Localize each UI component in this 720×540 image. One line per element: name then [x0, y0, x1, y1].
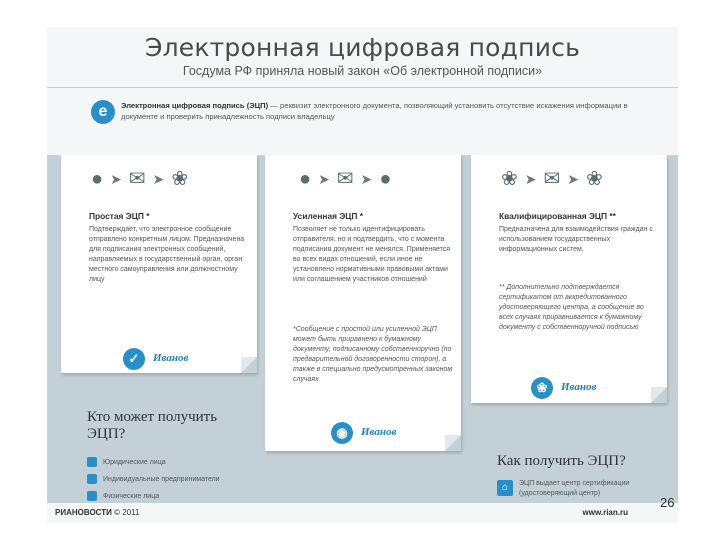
definition-abbr: (ЭЦП): [246, 101, 269, 110]
definition-term: Электронная цифровая подпись: [121, 101, 245, 110]
page-curl: [445, 435, 461, 451]
who-item: [87, 474, 220, 484]
definition: [121, 100, 641, 122]
page-curl: [651, 387, 667, 403]
infographic-subtitle: Госдума РФ приняла новый закон «Об электронной подписи»: [182, 64, 543, 78]
emblem-icon: ❀: [501, 168, 518, 190]
arrow-icon: ➤: [152, 170, 165, 187]
flow-diagram: [299, 169, 391, 189]
signature: Иванов: [561, 381, 597, 393]
infographic-title: Электронная цифровая подпись: [144, 33, 581, 62]
arrow-icon: ➤: [360, 170, 373, 187]
signature: Иванов: [361, 426, 397, 438]
page-curl: [241, 357, 257, 373]
arrow-icon: ➤: [318, 170, 330, 187]
who-item: [87, 457, 166, 467]
card-simple: [61, 155, 257, 373]
infographic: [47, 27, 678, 523]
who-item-label: Индивидуальные предприниматели: [103, 475, 220, 483]
envelope-icon: ✉: [128, 168, 146, 190]
card-heading: Простая ЭЦП *: [89, 211, 150, 221]
footer: [47, 505, 678, 523]
card-text: Подтверждает, что электронное сообщение отправлено конкретным лицом. Предназначена для подписания электронных сообщений, направляемых в государственный орган, орган местного самоуправления или должностному лицу: [89, 226, 245, 283]
card-text: Предназначена для взаимодействия граждан с использованием государственных информационных систем.: [499, 226, 653, 253]
check-icon: ✓: [123, 348, 145, 370]
divider: [47, 87, 678, 88]
emblem-seal-icon: ❀: [531, 377, 553, 399]
arrow-icon: ➤: [524, 170, 537, 187]
person-icon: ●: [299, 168, 312, 190]
definition-text: — реквизит электронного документа, позволяющий установить отсутствие искажения информации в документе и проверить принадлежность подписи владельцу: [121, 101, 628, 121]
e-logo-icon: e: [91, 100, 115, 124]
how-text: ЭЦП выдает центр сертификации (удостоверяющий центр): [519, 480, 630, 497]
who-item: [87, 491, 159, 501]
emblem-icon: ❀: [586, 168, 603, 190]
ria-logo: [55, 508, 139, 517]
flow-diagram: [501, 169, 603, 189]
arrow-icon: ➤: [110, 170, 122, 187]
how-heading: Как получить ЭЦП?: [497, 453, 626, 469]
card-heading: Усиленная ЭЦП *: [293, 211, 364, 221]
who-heading: Кто может получить ЭЦП?: [87, 409, 218, 442]
copyright: © 2011: [114, 508, 140, 517]
lock-icon: ◉: [331, 422, 353, 444]
envelope-icon: ✉: [543, 168, 561, 190]
card-footnote: *Сообщение с простой или усиленной ЭЦП может быть приравнено к бумажному документу, подписанному собственноручно (по предварительной договоренности сторон), а также в специально предусмотренных законом случаях: [293, 326, 453, 383]
card-enhanced: [265, 155, 461, 451]
person-icon: ●: [91, 168, 104, 190]
flow-diagram: [91, 169, 188, 189]
card-qualified: [471, 155, 667, 403]
entrepreneur-icon: [87, 474, 97, 484]
person-icon: [87, 491, 97, 501]
envelope-seal-icon: ✉: [336, 168, 354, 190]
logo-text: РИАНОВОСТИ: [55, 508, 112, 517]
home-icon: ⌂: [497, 480, 513, 496]
emblem-icon: ❀: [171, 168, 189, 190]
info-panel: [47, 155, 678, 503]
card-heading: Квалифицированная ЭЦП **: [499, 211, 616, 221]
who-item-label: Физические лица: [103, 492, 160, 500]
page-number: 26: [660, 495, 675, 510]
person-icon: ●: [379, 168, 392, 190]
footer-url[interactable]: www.rian.ru: [582, 508, 628, 517]
card-text: Позволяет не только идентифицировать отправителя, но и подтвердить, что с момента подписания документ не менялся. Применяется во всех видах отношений, если иное не установлено нормативными правовыми актами или соглашением участников отношений: [293, 226, 451, 283]
briefcase-icon: [87, 457, 97, 467]
signature: Иванов: [153, 352, 189, 364]
arrow-icon: ➤: [567, 170, 579, 187]
card-footnote: ** Дополнительно подтверждается сертификатом от аккредитованного удостоверяющего центра, а сообщение во всех случаях приравнивается к бумажному документу с собственноручной подписью: [499, 284, 644, 331]
who-item-label: Юридические лица: [103, 458, 166, 466]
